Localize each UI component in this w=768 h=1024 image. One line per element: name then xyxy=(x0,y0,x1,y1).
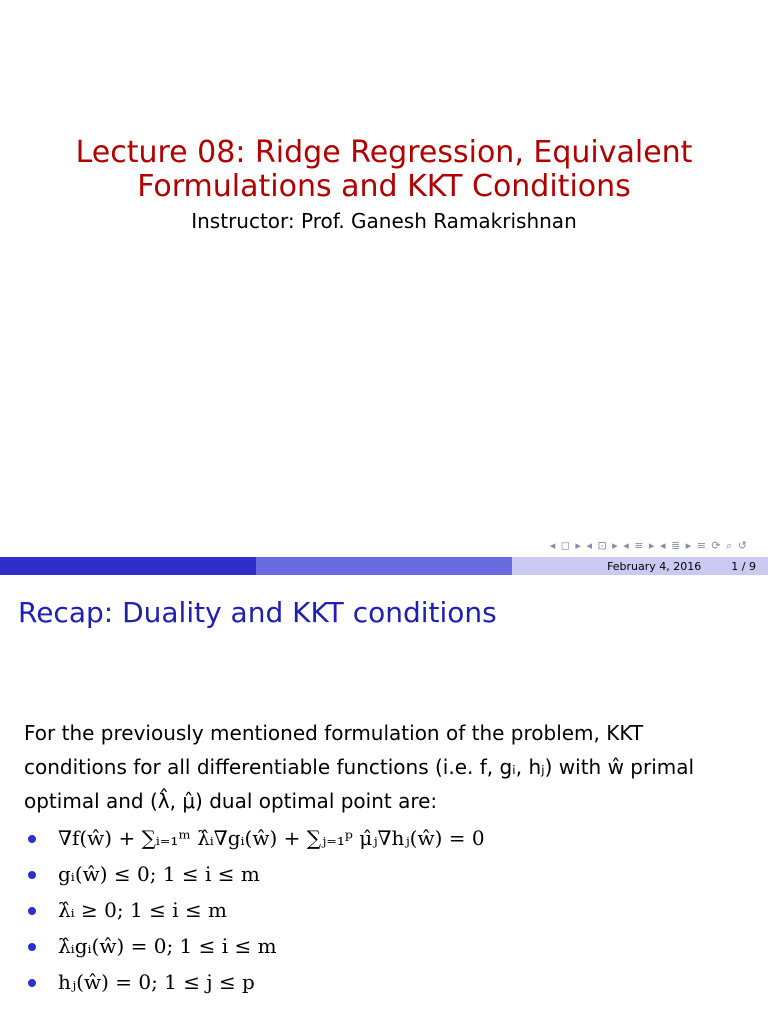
kkt-conditions xyxy=(24,820,744,1000)
condition-primal-inequality: gᵢ(ŵ) ≤ 0; 1 ≤ i ≤ m xyxy=(24,856,744,892)
intro-line-3: optimal and (λ̂, μ̂) dual optimal point are: xyxy=(24,789,438,813)
slide-title: Recap: Duality and KKT conditions xyxy=(18,596,497,629)
footer-segment-middle xyxy=(256,557,512,575)
title-block xyxy=(0,136,768,236)
condition-dual-feasibility: λ̂ᵢ ≥ 0; 1 ≤ i ≤ m xyxy=(24,892,744,928)
instructor-name: Instructor: Prof. Ganesh Ramakrishnan xyxy=(191,209,577,233)
lecture-title-line-1: Lecture 08: Ridge Regression, Equivalent xyxy=(75,135,693,170)
intro-line-2: conditions for all differentiable functions (i.e. f, gᵢ, hⱼ) with ŵ primal xyxy=(24,755,695,779)
slide-footer xyxy=(0,557,768,575)
footer-page-number: 1 / 9 xyxy=(731,559,756,573)
beamer-navigation[interactable]: ◂ ◻ ▸ ◂ ⊡ ▸ ◂ ≡ ▸ ◂ ≣ ▸ ≡ ⟳ ⌕ ↺ xyxy=(549,539,748,552)
recap-slide xyxy=(0,576,768,1024)
intro-line-1: For the previously mentioned formulation of the problem, KKT xyxy=(24,721,644,745)
footer-segment-right xyxy=(512,557,768,575)
footer-date: February 4, 2016 xyxy=(607,559,702,573)
condition-complementary-slackness: λ̂ᵢgᵢ(ŵ) = 0; 1 ≤ i ≤ m xyxy=(24,928,744,964)
footer-segment-left xyxy=(0,557,256,575)
condition-primal-equality: hⱼ(ŵ) = 0; 1 ≤ j ≤ p xyxy=(24,964,744,1000)
intro-paragraph xyxy=(24,716,744,818)
lecture-title-line-2: Formulations and KKT Conditions xyxy=(137,169,631,204)
condition-stationarity: ∇f(ŵ) + ∑ᵢ₌₁ᵐ λ̂ᵢ∇gᵢ(ŵ) + ∑ⱼ₌₁ᵖ μ̂ⱼ∇hⱼ(ŵ) = 0 xyxy=(24,820,744,856)
